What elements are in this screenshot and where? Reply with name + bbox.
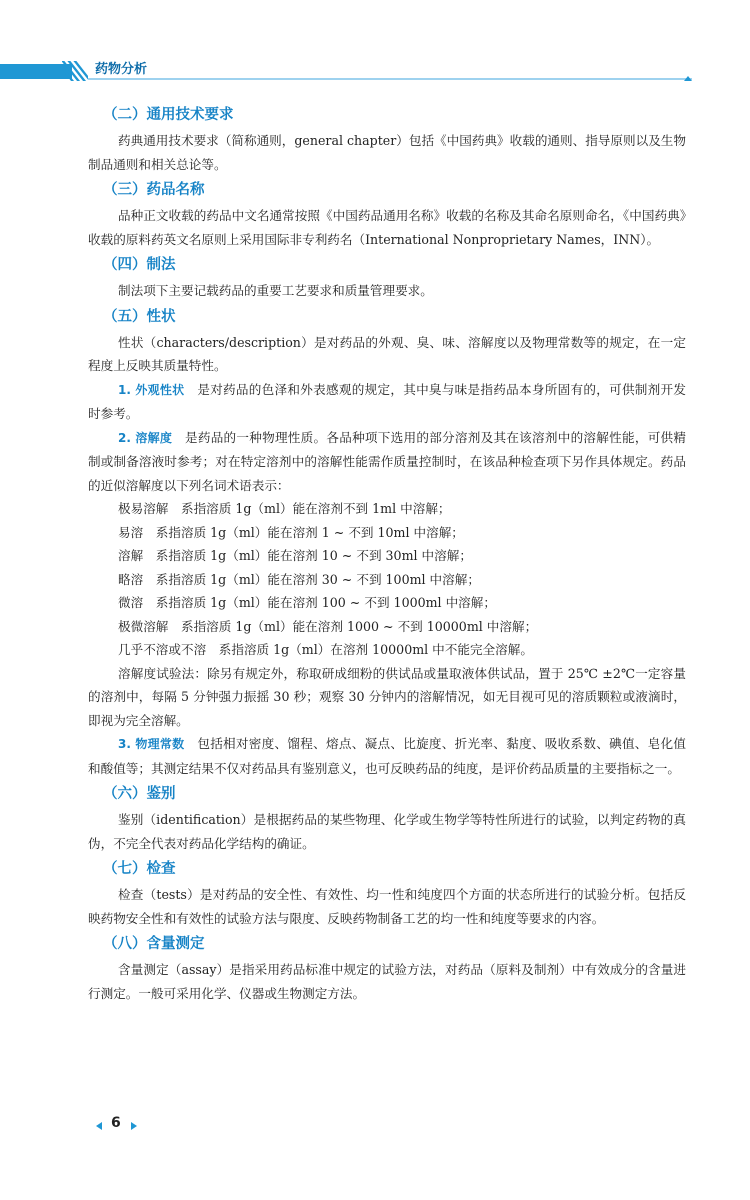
paragraph: 检查（tests）是对药品的安全性、有效性、均一性和纯度四个方面的状态所进行的试验分析。包括反映药物安全性和有效性的试验方法与限度、反映药物制备工艺的均一性和纯度等要求的内容。	[88, 887, 686, 926]
subheading: 1. 外观性状	[118, 382, 185, 397]
paragraph	[88, 426, 686, 498]
solubility-terms-list	[88, 497, 686, 662]
list-item: 易溶 系指溶质 1g（ml）能在溶剂 1 ~ 不到 10ml 中溶解；	[118, 524, 464, 540]
paragraph: 含量测定（assay）是指采用药品标准中规定的试验方法，对药品（原料及制剂）中有效成分的含量进行测定。一般可采用化学、仪器或生物测定方法。	[88, 962, 686, 1001]
section-heading: （五）性状	[103, 308, 176, 325]
section-heading: （二）通用技术要求	[103, 107, 234, 123]
previous-page-arrow-icon	[96, 1122, 102, 1130]
subheading-text: 是药品的一种物理性质。各品种项下选用的部分溶剂及其在该溶剂中的溶解性能，可供精制或制备溶液时参考；对在特定溶剂中的溶解性能需作质量控制时，在该品种检查项下另作具体规定。药品的近似溶解度以下列名词术语表示：	[88, 429, 686, 493]
running-title: 药物分析	[95, 62, 148, 77]
list-item: 微溶 系指溶质 1g（ml）能在溶剂 100 ~ 不到 1000ml 中溶解；	[118, 595, 496, 610]
paragraph	[88, 378, 686, 426]
header-stripes	[62, 61, 88, 81]
subheading-text: 是对药品的色泽和外表感观的规定，其中臭与味是指药品本身所固有的，可供制剂开发时参考。	[88, 381, 687, 421]
header-rule	[88, 78, 692, 80]
subheading: 2. 溶解度	[118, 430, 173, 445]
paragraph: 品种正文收载的药品中文名通常按照《中国药品通用名称》收载的名称及其命名原则命名，《中国药典》收载的原料药英文名原则上采用国际非专利药名（International Nonproprietary Names，INN）。	[88, 208, 686, 247]
section-heading: （八）含量测定	[103, 936, 205, 952]
paragraph: 制法项下主要记载药品的重要工艺要求和质量管理要求。	[118, 283, 433, 298]
next-page-arrow-icon	[131, 1122, 137, 1130]
section-heading: （四）制法	[103, 257, 176, 273]
list-item: 略溶 系指溶质 1g（ml）能在溶剂 30 ~ 不到 100ml 中溶解；	[118, 571, 480, 587]
list-item: 极易溶解 系指溶质 1g（ml）能在溶剂不到 1ml 中溶解；	[118, 501, 451, 516]
paragraph: 溶解度试验法：除另有规定外，称取研成细粉的供试品或量取液体供试品，置于 25℃ ±2℃一定容量的溶剂中，每隔 5 分钟强力振摇 30 秒；观察 30 分钟内的溶解情况，如无目视可见的溶质颗粒或液滴时，即视为完全溶解。	[88, 665, 686, 728]
paragraph: 药典通用技术要求（简称通则，general chapter）包括《中国药典》收载的通则、指导原则以及生物制品通则和相关总论等。	[88, 133, 686, 172]
list-item: 溶解 系指溶质 1g（ml）能在溶剂 10 ~ 不到 30ml 中溶解；	[118, 548, 472, 563]
subheading: 3. 物理常数	[118, 737, 185, 751]
section-heading: （七）检查	[103, 861, 176, 877]
subheading-text: 包括相对密度、馏程、熔点、凝点、比旋度、折光率、黏度、吸收系数、碘值、皂化值和酸值等；其测定结果不仅对药品具有鉴别意义，也可反映药品的纯度，是评价药品质量的主要指标之一。	[88, 736, 687, 776]
list-item: 极微溶解 系指溶质 1g（ml）能在溶剂 1000 ~ 不到 10000ml 中溶解；	[118, 618, 538, 634]
list-item: 几乎不溶或不溶 系指溶质 1g（ml）在溶剂 10000ml 中不能完全溶解。	[118, 642, 533, 657]
header-marker-icon	[684, 76, 692, 81]
page-number: 6	[111, 1115, 121, 1131]
section-heading: （三）药品名称	[103, 182, 205, 198]
paragraph: 性状（characters/description）是对药品的外观、臭、味、溶解度以及物理常数等的规定，在一定程度上反映其质量特性。	[88, 334, 686, 373]
paragraph: 鉴别（identification）是根据药品的某些物理、化学或生物学等特性所进行的试验，以判定药物的真伪，不完全代表对药品化学结构的确证。	[88, 812, 686, 851]
section-heading: （六）鉴别	[103, 786, 176, 802]
paragraph	[88, 732, 686, 780]
running-header	[0, 56, 750, 82]
page-body	[88, 104, 686, 1008]
